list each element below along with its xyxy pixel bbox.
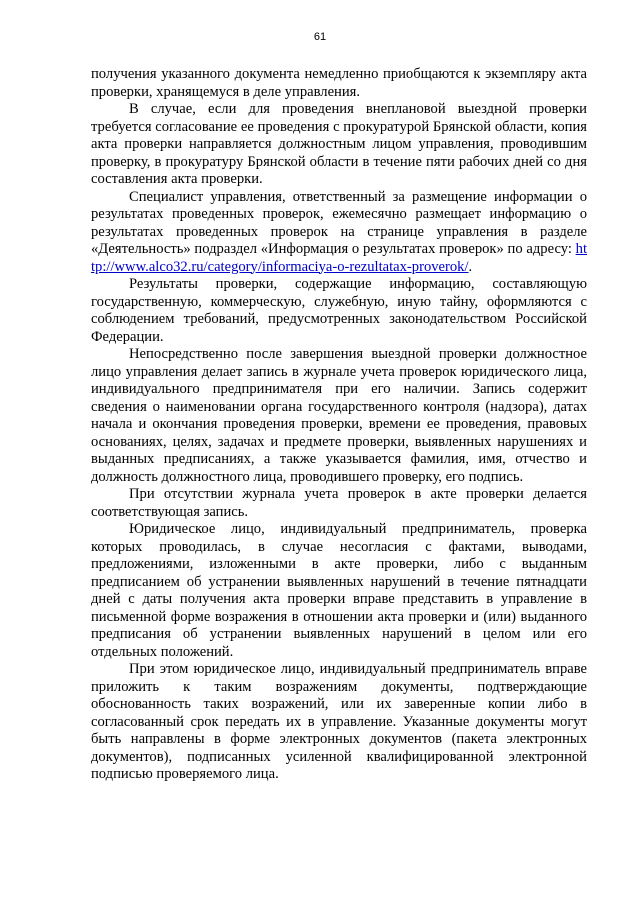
paragraph-publication-info: [91, 189, 587, 277]
paragraph-secret-info: Результаты проверки, содержащие информацию, составляющую государственную, коммерческую, служебную, иную тайну, оформляются с соблюдением требований, предусмотренных законодательством Российской Федерации.: [91, 276, 587, 345]
paragraph-prosecutor-approval: В случае, если для проведения внеплановой выездной проверки требуется согласование ее проведения с прокуратурой Брянской области, копия акта проверки направляется должностным лицом управления, проводившим проверку, в прокуратуру Брянской области в течение пяти рабочих дней со дня составления акта проверки.: [91, 101, 587, 187]
paragraph-publication-end: .: [468, 258, 473, 275]
paragraph-continuation: получения указанного документа немедленно приобщаются к экземпляру акта проверки, хранящемуся в деле управления.: [91, 66, 587, 100]
paragraph-no-journal: При отсутствии журнала учета проверок в акте проверки делается соответствующая запись.: [91, 486, 587, 520]
paragraph-supporting-documents: При этом юридическое лицо, индивидуальный предприниматель вправе приложить к таким возражениям документы, подтверждающие обоснованность таких возражений, или их заверенные копии либо в согласованный срок передать их в управление. Указанные документы могут быть направлены в форме электронных документов (пакета электронных документов), подписанных усиленной квалифицированной электронной подписью проверяемого лица.: [91, 661, 587, 782]
paragraph-publication-text: Специалист управления, ответственный за размещение информации о результатах проведенных проверок, ежемесячно размещает информацию о результатах проведенных проверок на странице управления в разделе «Деятельность» подраздел «Информация о результатах проверок» по адресу:: [91, 188, 587, 257]
results-link[interactable]: http://www.alco32.ru/category/informaciya-o-rezultatax-proverok/: [91, 241, 587, 275]
page-number: 61: [313, 31, 327, 43]
paragraph-journal-entry: Непосредственно после завершения выездной проверки должностное лицо управления делает запись в журнале учета проверок юридического лица, индивидуального предпринимателя при его наличии. Запись содержит сведения о наименовании органа государственного контроля (надзора), датах начала и окончания проведения проверки, времени ее проведения, правовых основаниях, целях, задачах и предмете проверки, выявленных нарушениях и выданных предписаниях, а также указывается фамилия, имя, отчество и должность должностного лица, проводившего проверку, его подпись.: [91, 346, 587, 485]
paragraph-objections: Юридическое лицо, индивидуальный предприниматель, проверка которых проводилась, в случае несогласия с фактами, выводами, предложениями, изложенными в акте проверки, либо с выданным предписанием об устранении выявленных нарушений в течение пятнадцати дней с даты получения акта проверки вправе представить в управление в письменной форме возражения в отношении акта проверки и (или) выданного предписания об устранении выявленных нарушений в целом или его отдельных положений.: [91, 521, 587, 660]
document-body: [91, 66, 587, 784]
